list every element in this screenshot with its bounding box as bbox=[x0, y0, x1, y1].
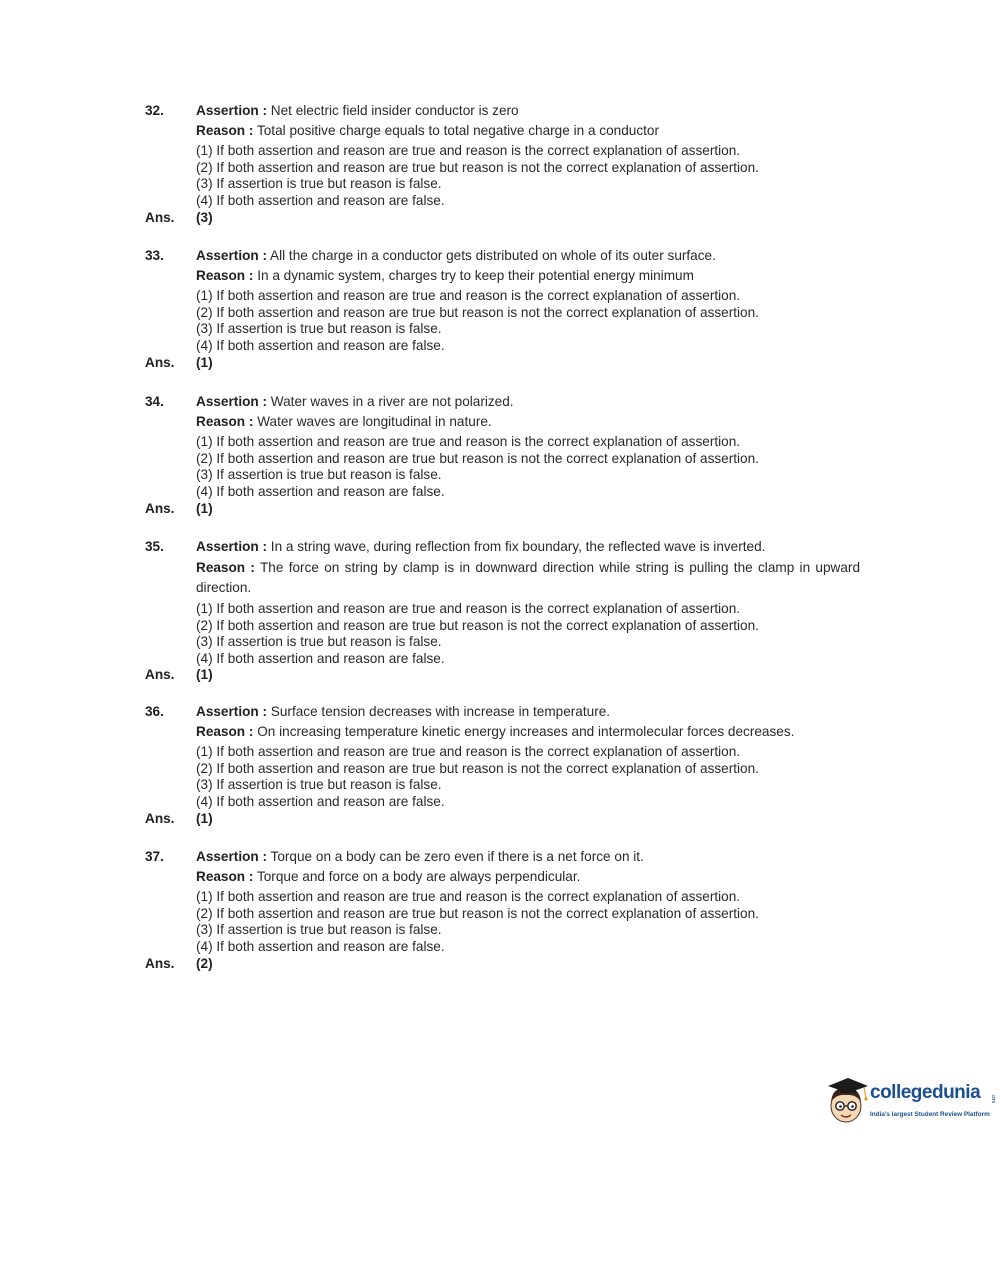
reason-line bbox=[196, 268, 860, 285]
answer-value: (1) bbox=[196, 667, 213, 683]
answer-label: Ans. bbox=[145, 810, 175, 826]
option-2: (2) If both assertion and reason are true but reason is not the correct explanation of assertion. bbox=[196, 905, 759, 921]
assertion-text: Torque on a body can be zero even if there is a net force on it. bbox=[270, 849, 644, 864]
collegedunia-logo bbox=[826, 1076, 996, 1128]
option-1: (1) If both assertion and reason are true and reason is the correct explanation of assertion. bbox=[196, 744, 741, 760]
answer-value: (2) bbox=[196, 955, 213, 971]
assertion-text: All the charge in a conductor gets distributed on whole of its outer surface. bbox=[270, 248, 716, 263]
option-3: (3) If assertion is true but reason is false. bbox=[196, 321, 442, 337]
question-number: 34. bbox=[145, 394, 164, 409]
assertion-label: Assertion : bbox=[196, 394, 268, 409]
option-1: (1) If both assertion and reason are true and reason is the correct explanation of assertion. bbox=[196, 143, 741, 159]
reason-line bbox=[196, 123, 860, 140]
question-number: 35. bbox=[145, 539, 164, 554]
question-36 bbox=[145, 704, 860, 827]
assertion-text: Surface tension decreases with increase in temperature. bbox=[270, 704, 611, 719]
assertion-label: Assertion : bbox=[196, 849, 268, 864]
option-2: (2) If both assertion and reason are true but reason is not the correct explanation of assertion. bbox=[196, 450, 759, 466]
reason-line bbox=[196, 414, 860, 431]
assertion-line bbox=[196, 849, 860, 866]
student-mascot-icon bbox=[826, 1076, 870, 1128]
reason-line bbox=[196, 558, 860, 598]
reason-text: The force on string by clamp is in downward direction while string is pulling the clamp in upward direction. bbox=[196, 559, 861, 595]
option-2: (2) If both assertion and reason are true but reason is not the correct explanation of assertion. bbox=[196, 304, 759, 320]
option-4: (4) If both assertion and reason are false. bbox=[196, 483, 445, 499]
answer-label: Ans. bbox=[145, 955, 175, 971]
reason-label: Reason : bbox=[196, 123, 254, 139]
option-3: (3) If assertion is true but reason is false. bbox=[196, 777, 442, 793]
question-number: 37. bbox=[145, 849, 164, 864]
assertion-text: In a string wave, during reflection from fix boundary, the reflected wave is inverted. bbox=[270, 539, 766, 554]
option-4: (4) If both assertion and reason are false. bbox=[196, 938, 445, 954]
question-33 bbox=[145, 248, 860, 371]
reason-label: Reason : bbox=[196, 268, 254, 284]
assertion-line bbox=[196, 103, 860, 120]
option-1: (1) If both assertion and reason are true and reason is the correct explanation of assertion. bbox=[196, 288, 741, 304]
answer-row bbox=[145, 955, 860, 973]
option-1: (1) If both assertion and reason are true and reason is the correct explanation of assertion. bbox=[196, 889, 741, 905]
brand-name: collegedunia bbox=[870, 1082, 981, 1103]
option-1: (1) If both assertion and reason are true and reason is the correct explanation of assertion. bbox=[196, 601, 741, 617]
brand-suffix: .com bbox=[990, 1094, 996, 1103]
reason-text: Water waves are longitudinal in nature. bbox=[257, 414, 492, 430]
question-number: 32. bbox=[145, 103, 164, 118]
question-number: 36. bbox=[145, 704, 164, 719]
answer-row bbox=[145, 209, 860, 227]
option-3: (3) If assertion is true but reason is false. bbox=[196, 922, 442, 938]
option-4: (4) If both assertion and reason are false. bbox=[196, 650, 445, 666]
answer-label: Ans. bbox=[145, 354, 175, 370]
option-4: (4) If both assertion and reason are false. bbox=[196, 793, 445, 809]
brand-tagline: India's largest Student Review Platform bbox=[870, 1111, 990, 1118]
brand-wordmark bbox=[870, 1082, 996, 1104]
option-2: (2) If both assertion and reason are true but reason is not the correct explanation of assertion. bbox=[196, 617, 759, 633]
question-32 bbox=[145, 103, 860, 226]
answer-row bbox=[145, 810, 860, 828]
answer-label: Ans. bbox=[145, 500, 175, 516]
reason-text: Total positive charge equals to total negative charge in a conductor bbox=[256, 123, 659, 139]
reason-line bbox=[196, 869, 860, 886]
assertion-line bbox=[196, 704, 860, 721]
answer-row bbox=[145, 354, 860, 372]
reason-text: On increasing temperature kinetic energy increases and intermolecular forces decreases. bbox=[257, 724, 795, 740]
answer-label: Ans. bbox=[145, 209, 175, 225]
assertion-line bbox=[196, 539, 860, 556]
option-3: (3) If assertion is true but reason is false. bbox=[196, 634, 442, 650]
assertion-line bbox=[196, 394, 860, 411]
reason-text: Torque and force on a body are always perpendicular. bbox=[256, 869, 581, 885]
answer-label: Ans. bbox=[145, 667, 175, 683]
assertion-text: Water waves in a river are not polarized. bbox=[270, 394, 514, 409]
option-4: (4) If both assertion and reason are false. bbox=[196, 337, 445, 353]
reason-label: Reason : bbox=[196, 559, 255, 575]
answer-value: (1) bbox=[196, 354, 213, 370]
reason-line bbox=[196, 724, 860, 741]
assertion-line bbox=[196, 248, 860, 265]
question-34 bbox=[145, 394, 860, 517]
option-3: (3) If assertion is true but reason is false. bbox=[196, 176, 442, 192]
question-number: 33. bbox=[145, 248, 164, 263]
answer-row bbox=[145, 500, 860, 518]
option-2: (2) If both assertion and reason are true but reason is not the correct explanation of assertion. bbox=[196, 159, 759, 175]
reason-label: Reason : bbox=[196, 724, 254, 740]
answer-value: (1) bbox=[196, 500, 213, 516]
question-37 bbox=[145, 849, 860, 972]
assertion-label: Assertion : bbox=[196, 103, 268, 118]
option-3: (3) If assertion is true but reason is false. bbox=[196, 467, 442, 483]
reason-text: In a dynamic system, charges try to keep their potential energy minimum bbox=[257, 268, 694, 284]
assertion-label: Assertion : bbox=[196, 704, 268, 719]
assertion-text: Net electric field insider conductor is zero bbox=[270, 103, 519, 118]
reason-label: Reason : bbox=[196, 414, 254, 430]
answer-value: (1) bbox=[196, 810, 213, 826]
option-1: (1) If both assertion and reason are true and reason is the correct explanation of assertion. bbox=[196, 434, 741, 450]
answer-value: (3) bbox=[196, 209, 213, 225]
assertion-label: Assertion : bbox=[196, 539, 268, 554]
reason-label: Reason : bbox=[196, 869, 254, 885]
assertion-label: Assertion : bbox=[196, 248, 268, 263]
answer-row bbox=[145, 667, 860, 684]
question-35 bbox=[145, 539, 860, 684]
option-2: (2) If both assertion and reason are true but reason is not the correct explanation of assertion. bbox=[196, 760, 759, 776]
option-4: (4) If both assertion and reason are false. bbox=[196, 192, 445, 208]
